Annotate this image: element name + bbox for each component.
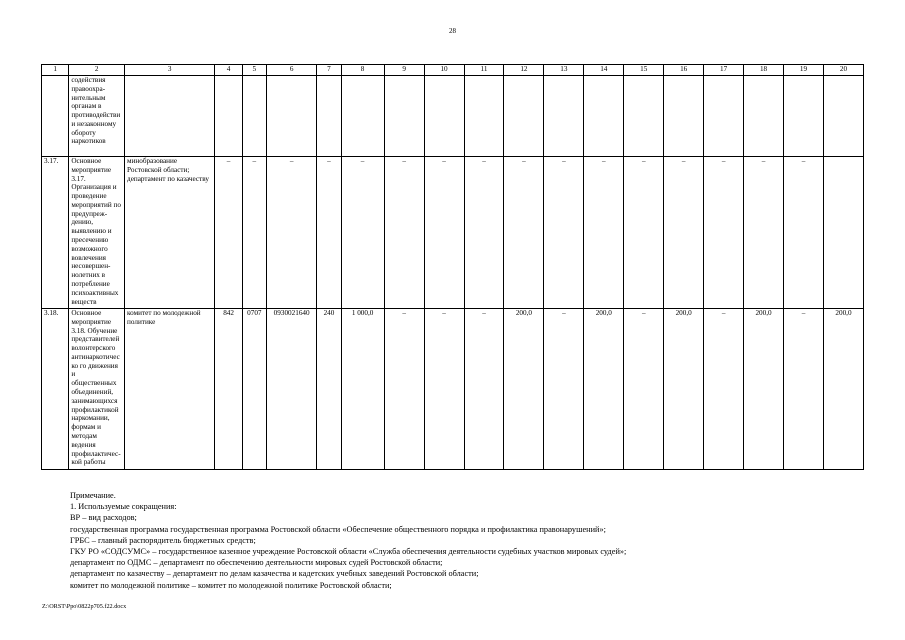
table-row xyxy=(42,309,864,470)
table-cell: – xyxy=(544,157,584,309)
table-cell: 200,0 xyxy=(823,309,863,470)
column-header: 13 xyxy=(544,65,584,76)
notes-list-title: 1. Используемые сокращения: xyxy=(70,502,177,512)
table-cell xyxy=(215,76,242,157)
table-cell xyxy=(624,76,664,157)
abbreviation-line: департамент по ОДМС – департамент по обеспечению деятельности мировых судей Ростовской области; xyxy=(70,558,443,568)
column-header: 15 xyxy=(624,65,664,76)
table-cell: 200,0 xyxy=(664,309,704,470)
table-cell: – xyxy=(704,309,744,470)
row-number: 3.17. xyxy=(42,157,69,309)
table-cell xyxy=(384,76,424,157)
column-header: 9 xyxy=(384,65,424,76)
column-header: 6 xyxy=(266,65,316,76)
table-header-row xyxy=(42,65,864,76)
table-cell: 200,0 xyxy=(504,309,544,470)
table-cell: – xyxy=(242,157,266,309)
table-cell xyxy=(704,76,744,157)
table-cell: – xyxy=(544,309,584,470)
row-number xyxy=(42,76,69,157)
column-header: 10 xyxy=(424,65,464,76)
table-cell: – xyxy=(341,157,384,309)
table-cell: – xyxy=(215,157,242,309)
table-cell: – xyxy=(424,157,464,309)
table-cell xyxy=(584,76,624,157)
column-header: 12 xyxy=(504,65,544,76)
table-cell xyxy=(823,157,863,309)
table-cell: – xyxy=(584,157,624,309)
table-cell: – xyxy=(664,157,704,309)
executor xyxy=(125,76,215,157)
table-cell: – xyxy=(784,309,824,470)
table-cell: 200,0 xyxy=(744,309,784,470)
activity-name: содействия правоохра-нительным органам в противодействии незаконному обороту наркотиков xyxy=(69,76,125,157)
table-cell: – xyxy=(384,309,424,470)
expense-type-code: 240 xyxy=(317,309,341,470)
abbreviation-line: ВР – вид расходов; xyxy=(70,513,137,523)
table-cell xyxy=(464,76,504,157)
table-cell: – xyxy=(704,157,744,309)
abbreviation-line: департамент по казачеству – департамент по делам казачества и кадетских учебных заведений Ростовской области; xyxy=(70,569,479,579)
notes-section xyxy=(70,490,890,591)
column-header: 11 xyxy=(464,65,504,76)
table-cell xyxy=(664,76,704,157)
notes-title: Примечание. xyxy=(70,491,116,500)
column-header: 4 xyxy=(215,65,242,76)
table-cell: – xyxy=(464,157,504,309)
table-cell: – xyxy=(624,157,664,309)
table-cell: – xyxy=(384,157,424,309)
table-cell xyxy=(266,76,316,157)
table-cell: – xyxy=(464,309,504,470)
budget-table xyxy=(41,64,864,470)
executor: комитет по молодежной политике xyxy=(125,309,215,470)
table-cell xyxy=(784,76,824,157)
column-header: 3 xyxy=(125,65,215,76)
column-header: 2 xyxy=(69,65,125,76)
table-cell: – xyxy=(317,157,341,309)
document-file-path: Z:\ORST\Ppo\0822p705.f22.docx xyxy=(42,603,127,610)
table-row xyxy=(42,157,864,309)
row-number: 3.18. xyxy=(42,309,69,470)
table-cell xyxy=(504,76,544,157)
table-cell: – xyxy=(504,157,544,309)
activity-name: Основное мероприятие 3.18. Обучение представителей волонтерского антинаркотическо го движения и общественных объединений, занимающихся профилактикой наркомании, формам и методам ведения профилактичес-кой работы xyxy=(69,309,125,470)
table-cell: 200,0 xyxy=(584,309,624,470)
executor: минобразование Ростовской области; департамент по казачеству xyxy=(125,157,215,309)
table-cell xyxy=(341,76,384,157)
table-cell: – xyxy=(744,157,784,309)
column-header: 7 xyxy=(317,65,341,76)
total-amount: 1 000,0 xyxy=(341,309,384,470)
table-cell: – xyxy=(266,157,316,309)
grbs-code: 842 xyxy=(215,309,242,470)
column-header: 14 xyxy=(584,65,624,76)
column-header: 16 xyxy=(664,65,704,76)
table-cell xyxy=(424,76,464,157)
table-cell: – xyxy=(624,309,664,470)
column-header: 20 xyxy=(823,65,863,76)
table-cell xyxy=(242,76,266,157)
column-header: 1 xyxy=(42,65,69,76)
table-row xyxy=(42,76,864,157)
activity-name: Основное мероприятие 3.17. Организация и проведение мероприятий по предупреж-дению, выявлению и пресечению возможного вовлечения несовершен-нолетних в потребление психоактивных веществ xyxy=(69,157,125,309)
table-cell xyxy=(544,76,584,157)
column-header: 18 xyxy=(744,65,784,76)
abbreviation-line: ГКУ РО «СОДСУМС» – государственное казенное учреждение Ростовской области «Служба обеспечения деятельности судебных участков мировых судей»; xyxy=(70,547,627,557)
page-number: 28 xyxy=(449,27,456,35)
table-cell xyxy=(823,76,863,157)
table-cell: – xyxy=(784,157,824,309)
section-code: 0707 xyxy=(242,309,266,470)
column-header: 5 xyxy=(242,65,266,76)
column-header: 17 xyxy=(704,65,744,76)
abbreviation-line: государственная программа государственная программа Ростовской области «Обеспечение общественного порядка и профилактика правонарушений»; xyxy=(70,524,606,534)
column-header: 19 xyxy=(784,65,824,76)
abbreviation-line: ГРБС – главный распорядитель бюджетных средств; xyxy=(70,535,256,545)
table-cell xyxy=(317,76,341,157)
column-header: 8 xyxy=(341,65,384,76)
target-article-code: 0930021640 xyxy=(266,309,316,470)
table-cell xyxy=(744,76,784,157)
table-cell: – xyxy=(424,309,464,470)
abbreviation-line: комитет по молодежной политике – комитет по молодежной политике Ростовской области; xyxy=(70,580,392,590)
